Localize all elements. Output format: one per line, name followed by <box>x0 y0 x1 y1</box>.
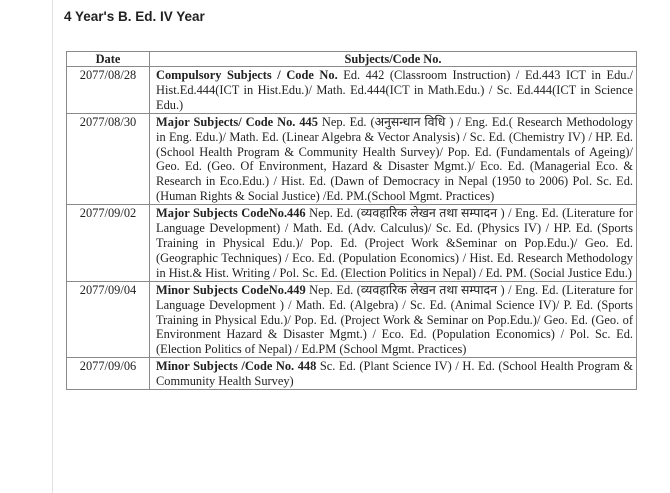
exam-date: 2077/09/04 <box>67 281 150 358</box>
table-row <box>67 205 637 282</box>
exam-date: 2077/09/02 <box>67 205 150 282</box>
subject-list: Nep. Ed. (अनुसन्धान विधि ) / Eng. Ed.( Research Methodology in Eng. Edu.)/ Math. Ed. (Linear Algebra & Vector Analysis) / Sc. Ed. (Chemistry IV) / HP. Ed. (School Health Program & Community Health Survey)/ Pop. Ed. (Fundamentals of Ageing)/ Geo. Ed. (Geo. Of Environment, Hazard & Disaster Mgmt.)/ Eco. Ed. (Managerial Eco. & Research in Eco.Edu.) / Hist. Ed. (Dawn of Democracy in Nepal (1950 to 2006) Pol. Sc. Ed. (Human Rights & Social Justice) /Ed. PM.(School Mgmt. Practices) <box>156 114 633 204</box>
subject-group-label: Major Subjects/ Code No. 445 <box>156 114 318 129</box>
subject-group-label: Compulsory Subjects / Code No. <box>156 68 338 82</box>
exam-schedule-table <box>66 51 637 390</box>
subject-group-label: Major Subjects CodeNo.446 <box>156 206 306 221</box>
subjects-column-header: Subjects/Code No. <box>150 52 637 67</box>
subject-list: Ed. 442 (Classroom Instruction) / Ed.443 ICT in Edu./ Hist.Ed.444(ICT in Hist.Edu.)/ Math. Ed.444(ICT in Math.Edu.) / Sc. Ed.444(ICT in Science Edu.) <box>156 68 633 112</box>
table-row <box>67 113 637 204</box>
subject-list: Nep. Ed. (व्यवहारिक लेखन तथा सम्पादन ) / Eng. Ed. (Literature for Language Development ) / Math. Ed. (Algebra) / Sc. Ed. (Animal Science IV)/ P. Ed. (Sports Training in Physical Edu.)/ Pop. Ed. (Project Work & Seminar on Pop.Edu.)/ Geo. Ed. (Geo. of Environment Hazard & Disaster Mgmt.) / Eco. Ed. (Population Economics) / Pol. Sc. Ed.(Election Politics of Nepal) / Ed.PM (School Mgmt. Practices) <box>156 282 633 357</box>
table-row <box>67 67 637 114</box>
subjects-cell <box>150 205 637 282</box>
exam-date: 2077/08/28 <box>67 67 150 114</box>
subject-group-label: Minor Subjects /Code No. 448 <box>156 359 317 374</box>
subjects-cell <box>150 281 637 358</box>
subjects-cell <box>150 67 637 114</box>
subjects-cell <box>150 358 637 390</box>
subjects-cell <box>150 113 637 204</box>
table-row <box>67 281 637 358</box>
subject-list: Sc. Ed. (Plant Science IV) / H. Ed. (School Health Program & Community Health Survey) <box>156 359 633 389</box>
page-heading: 4 Year's B. Ed. IV Year <box>64 9 205 24</box>
date-column-header: Date <box>67 52 150 67</box>
subject-list: Nep. Ed. (व्यवहारिक लेखन तथा सम्पादन ) / Eng. Ed. (Literature for Language Development) / Math. Ed. (Adv. Calculus)/ Sc. Ed. (Physics IV) / HP. Ed. (Sports Training in Physical Edu.)/ Pop. Ed. (Project Work &Seminar on Pop.Edu.)/ Geo. Ed. (Geographic Techniques) / Eco. Ed. (Population Economics) / Hist. Ed. Research Methodology in Hist.& Hist. Writing / Pol. Sc. Ed. (Election Politics in Nepal) / Ed. PM. (Social Justice Edu.) <box>156 206 633 280</box>
subject-group-label: Minor Subjects CodeNo.449 <box>156 282 306 297</box>
exam-date: 2077/08/30 <box>67 113 150 204</box>
exam-date: 2077/09/06 <box>67 358 150 390</box>
table-row <box>67 358 637 390</box>
content-left-border <box>52 0 53 493</box>
table-header-row <box>67 52 637 67</box>
